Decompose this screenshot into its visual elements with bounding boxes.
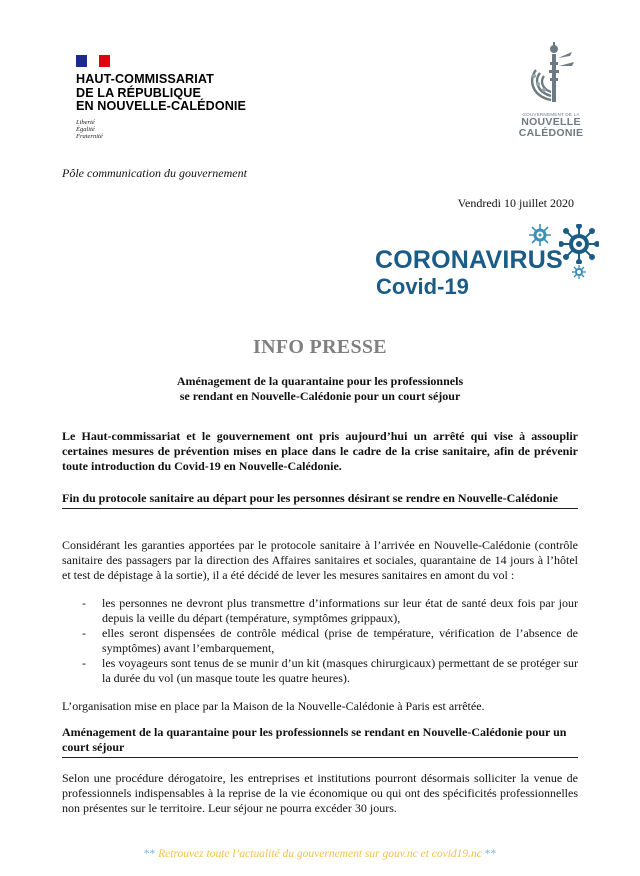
- footer-note: [0, 848, 640, 860]
- kanak-spire-emblem-icon: [518, 40, 584, 112]
- government-name-line: NOUVELLE: [521, 116, 581, 128]
- list-item-text: les voyageurs sont tenus de se munir d’un kit (masques chirurgicaux) permettant de se protéger sur la durée du vol (un masque toute les quatre heures).: [102, 656, 578, 685]
- lead-paragraph: Le Haut-commissariat et le gouvernement ont pris aujourd’hui un arrêté qui vise à assouplir certaines mesures de prévention mises en place dans le cadre de la crise sanitaire, afin de prévenir toute introduction du Covid-19 en Nouvelle-Calédonie.: [62, 429, 578, 473]
- republic-title-line: EN NOUVELLE-CALÉDONIE: [76, 99, 247, 113]
- republic-title-line: DE LA RÉPUBLIQUE: [76, 85, 201, 100]
- coronavirus-logo: [375, 222, 605, 304]
- motto-line: Fraternité: [76, 133, 103, 141]
- republic-logo: [76, 55, 246, 141]
- government-name-line: CALÉDONIE: [518, 127, 584, 139]
- government-name: [518, 117, 584, 139]
- footer-stars-right: **: [484, 848, 497, 860]
- subtitle-line: Aménagement de la quarantaine pour les professionnels: [176, 374, 464, 388]
- communication-pole: Pôle communication du gouvernement: [62, 166, 247, 180]
- dash-bullet: -: [82, 626, 86, 640]
- republic-motto: [76, 119, 246, 141]
- republic-title-line: HAUT-COMMISSARIAT: [76, 72, 214, 86]
- french-flag-icon: [76, 55, 110, 67]
- dash-bullet: -: [82, 596, 86, 610]
- subtitle-line: se rendant en Nouvelle-Calédonie pour un court séjour: [179, 389, 461, 403]
- list-item: [82, 596, 578, 626]
- section-heading: Fin du protocole sanitaire au départ pour les personnes désirant se rendre en Nouvelle-Calédonie: [62, 491, 578, 509]
- virus-large-icon: [559, 224, 599, 264]
- virus-tiny-icon: [571, 264, 587, 280]
- section-heading: Aménagement de la quarantaine pour les professionnels se rendant en Nouvelle-Calédonie pour un court séjour: [62, 725, 578, 758]
- republic-title: [76, 73, 246, 114]
- motto-line: Égalité: [76, 125, 95, 133]
- footer-text: Retrouvez toute l’actualité du gouvernement sur gouv.nc et covid19.nc: [158, 848, 482, 860]
- motto-line: Liberté: [76, 118, 95, 126]
- list-item: [82, 626, 578, 656]
- press-subtitle: [0, 374, 640, 404]
- measures-list: [82, 596, 578, 686]
- section-paragraph: Considérant les garanties apportées par le protocole sanitaire à l’arrivée en Nouvelle-Calédonie (contrôle sanitaire des passagers par la direction des Affaires sanitaires et sociales, quarantaine de 14 jours à l’hôtel et test de dépistage à la sortie), il a été décidé de lever les mesures sanitaires en amont du vol :: [62, 538, 578, 582]
- covid-word: Covid-19: [376, 274, 469, 299]
- dash-bullet: -: [82, 656, 86, 670]
- section-paragraph: Selon une procédure dérogatoire, les entreprises et institutions pourront désormais solliciter la venue de professionnels indispensables à la reprise de la vie économique ou qui ont des spécificités professionnelles non présentes sur le territoire. Leur séjour ne pourra excéder 30 jours.: [62, 771, 578, 815]
- government-logo: [518, 40, 584, 139]
- release-date: Vendredi 10 juillet 2020: [457, 196, 574, 210]
- footer-stars-left: **: [143, 848, 156, 860]
- page-title: INFO PRESSE: [253, 336, 387, 358]
- list-item-text: les personnes ne devront plus transmettre d’informations sur leur état de santé deux fois par jour depuis la veille du départ (température, symptômes grippaux),: [102, 596, 578, 625]
- virus-small-icon: [527, 222, 553, 248]
- coronavirus-word: CORONAVIRUS: [375, 246, 563, 274]
- section-paragraph: L’organisation mise en place par la Maison de la Nouvelle-Calédonie à Paris est arrêtée.: [62, 699, 485, 713]
- list-item: [82, 656, 578, 686]
- government-small-text: GOUVERNEMENT DE LA: [522, 112, 580, 117]
- list-item-text: elles seront dispensées de contrôle médical (prise de température, vérification de l’absence de symptômes) avant l’embarquement,: [102, 626, 578, 655]
